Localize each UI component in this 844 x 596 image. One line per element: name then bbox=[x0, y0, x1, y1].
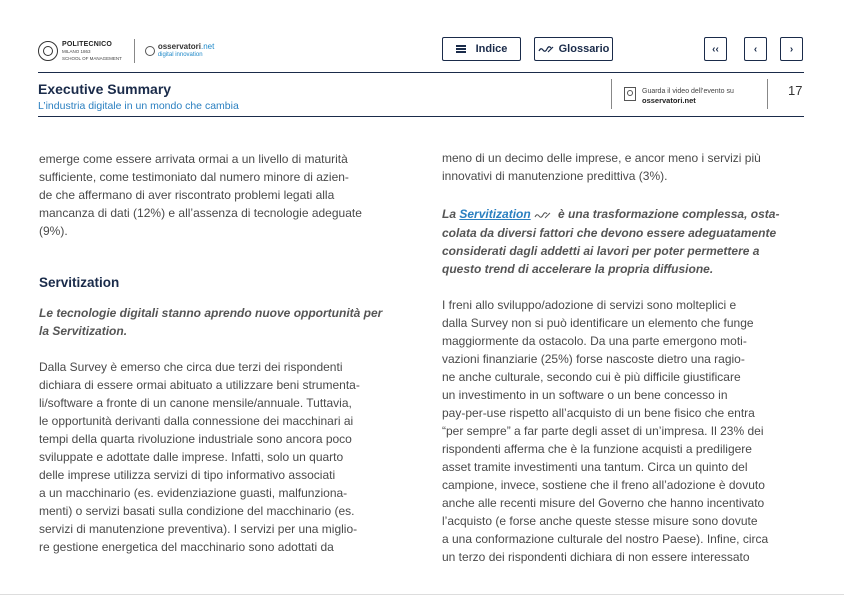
footer-rule bbox=[0, 594, 844, 595]
left-column bbox=[39, 150, 399, 556]
logo-divider bbox=[134, 39, 135, 63]
left-paragraph-1: emerge come essere arrivata ormai a un livello di maturità sufficiente, come testimoniato dal numero minore di azien- de che affermano di aver riscontrato problemi legati alla mancanza di dati (12%) e all’assenza di tecnologie adeguate (9%). bbox=[39, 152, 362, 238]
osservatori-name: osservatori.net bbox=[157, 42, 215, 51]
glossary-icon[interactable] bbox=[534, 206, 552, 224]
page-separator bbox=[767, 79, 768, 109]
politecnico-city: MILANO 1863 bbox=[62, 48, 91, 54]
osservatori-mark-icon bbox=[145, 46, 155, 56]
politecnico-name: POLITECNICO bbox=[62, 40, 113, 48]
politecnico-seal-icon bbox=[38, 41, 58, 61]
left-paragraph-2: Dalla Survey è emerso che circa due terzi dei rispondenti dichiara di essere ormai abituato a utilizzare beni strumenta- li/software a fronte di un canone mensile/annuale. Tuttavia, le opportunità derivanti dalla connessione dei macchinari ai tempi della quarta rivoluzione industriale sono ancora poco sviluppate e adottate dalle imprese. Infatti, solo un quarto delle imprese utilizza servizi di tipo informativo associati a un macchinario (es. evidenziazione guasti, malfunziona- menti) o servizi basati sulla condizione del macchinario (es. servizi di manutenzione preventiva). I servizi per una miglio- re gestione energetica del macchinario sono adottati da bbox=[39, 360, 360, 554]
video-caption: Guarda il video dell’evento su bbox=[642, 88, 734, 95]
list-icon bbox=[456, 45, 466, 53]
glossario-label: Glossario bbox=[558, 43, 610, 55]
servitization-lead: Le tecnologie digitali stanno aprendo nuove opportunità per la Servitization. bbox=[39, 306, 383, 338]
indice-button[interactable] bbox=[442, 37, 521, 61]
servitization-heading: Servitization bbox=[39, 275, 120, 290]
video-link[interactable] bbox=[642, 87, 734, 105]
right-column bbox=[442, 149, 804, 566]
osservatori-tagline: digital innovation bbox=[157, 52, 203, 58]
right-lead: La Servitization è una trasformazione complessa, osta- colata da diversi fattori che devono essere adeguatamente considerati dagli addetti ai lavori per poter permettere a questo trend di accelerare la propria diffusione. bbox=[442, 207, 780, 276]
indice-label: Indice bbox=[475, 43, 508, 55]
next-page-button[interactable]: › bbox=[780, 37, 803, 61]
section-subtitle: L’industria digitale in un mondo che cambia bbox=[38, 100, 239, 112]
politecnico-logo bbox=[38, 41, 122, 62]
page-number: 17 bbox=[788, 83, 803, 98]
video-separator bbox=[611, 79, 612, 109]
glossario-button[interactable] bbox=[534, 37, 613, 61]
servitization-glossary-link[interactable]: Servitization bbox=[459, 207, 531, 221]
header-logos bbox=[38, 36, 214, 66]
video-qr-icon[interactable] bbox=[624, 87, 636, 101]
osservatori-logo bbox=[145, 43, 214, 59]
first-page-button[interactable]: ‹‹ bbox=[704, 37, 727, 61]
section-title: Executive Summary bbox=[38, 81, 172, 97]
header-top-rule bbox=[38, 72, 804, 73]
header-bottom-rule bbox=[38, 116, 804, 117]
right-paragraph-1: meno di un decimo delle imprese, e ancor meno i servizi più innovativi di manutenzione predittiva (3%). bbox=[442, 151, 761, 183]
glossary-icon bbox=[538, 44, 554, 54]
video-site: osservatori.net bbox=[642, 96, 696, 105]
right-paragraph-2: I freni allo sviluppo/adozione di servizi sono molteplici e dalla Survey non si può identificare un elemento che funge maggiormente da ostacolo. Da una parte emergono moti- vazioni finanziarie (25%) forse nascoste dietro una ragio- ne anche culturale, secondo cui è più difficile giustificare un investimento in un software o un bene concesso in pay-per-use rispetto all’acquisto di un bene fisico che entra “per sempre” a far parte degli asset di un’impresa. Il 23% dei rispondenti afferma che è la funzione acquisti a prediligere asset tramite investimenti una tantum. Circa un quinto del campione, invece, sostiene che il freno all’adozione è dovuto anche alle recenti misure del Governo che hanno incentivato l’acquisto (e forse anche queste stesse misure sono dovute a una conformazione culturale del nostro Paese). Infine, circa un terzo dei rispondenti dichiara di non essere interessato bbox=[442, 297, 769, 564]
politecnico-school: SCHOOL OF MANAGEMENT bbox=[62, 55, 122, 61]
previous-page-button[interactable]: ‹ bbox=[744, 37, 767, 61]
